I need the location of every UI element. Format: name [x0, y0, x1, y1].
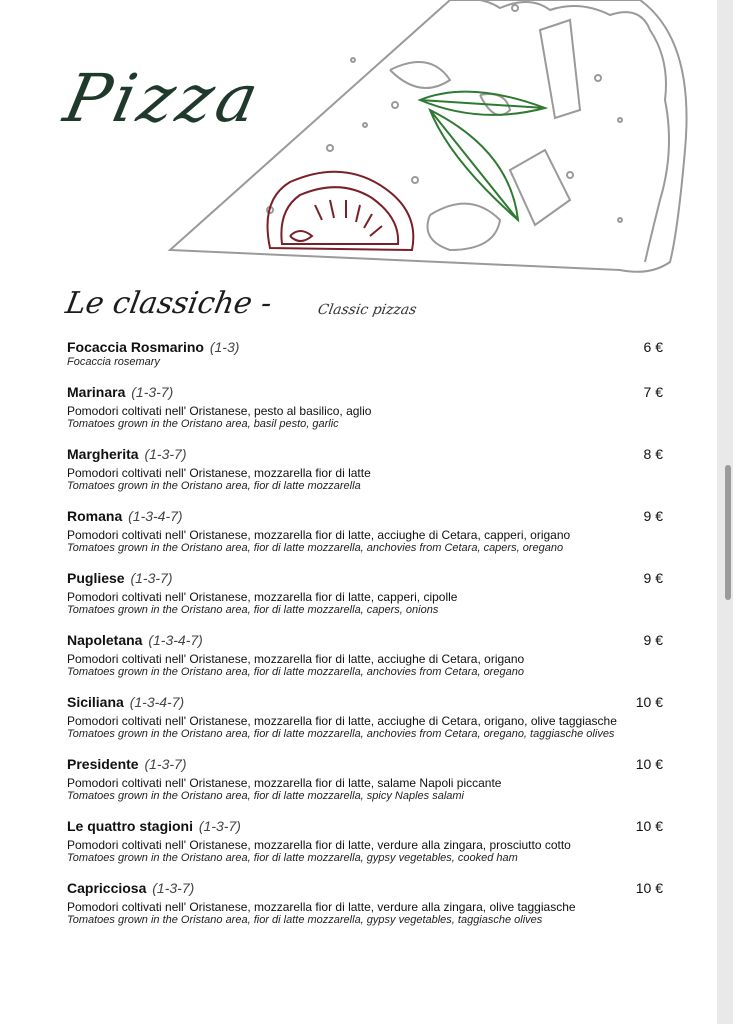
item-price: 10 €: [635, 756, 663, 772]
item-name: Siciliana: [67, 694, 124, 710]
item-allergens: (1-3-7): [198, 818, 241, 834]
section-subtitle: Classic pizzas: [316, 302, 418, 318]
item-name: Capricciosa: [67, 880, 147, 896]
item-name: Napoletana: [67, 632, 143, 648]
item-price: 9 €: [643, 508, 663, 524]
menu-item: [67, 755, 667, 803]
item-price: 9 €: [643, 632, 663, 648]
item-allergens: (1-3-7): [144, 446, 187, 462]
page-title: Pizza: [57, 60, 269, 137]
item-translation: Tomatoes grown in the Oristano area, fior di latte mozzarella, anchovies from Cetara, oregano, taggiasche olives: [67, 728, 615, 740]
section-title: Le classiche -: [62, 286, 275, 321]
item-name: Presidente: [67, 756, 139, 772]
item-allergens: (1-3): [209, 339, 240, 355]
item-description: Pomodori coltivati nell' Oristanese, mozzarella fior di latte, acciughe di Cetara, capperi, origano: [67, 528, 571, 542]
item-description: Pomodori coltivati nell' Oristanese, pesto al basilico, aglio: [67, 404, 372, 418]
menu-item: [67, 338, 667, 369]
item-translation: Tomatoes grown in the Oristano area, fior di latte mozzarella, anchovies from Cetara, oregano: [67, 666, 524, 678]
item-price: 9 €: [643, 570, 663, 586]
menu-item: [67, 879, 667, 927]
menu-item: [67, 693, 667, 741]
item-allergens: (1-3-4-7): [129, 694, 185, 710]
item-translation: Tomatoes grown in the Oristano area, basil pesto, garlic: [67, 418, 339, 430]
item-allergens: (1-3-7): [144, 756, 187, 772]
item-description: Pomodori coltivati nell' Oristanese, mozzarella fior di latte, capperi, cipolle: [67, 590, 458, 604]
item-allergens: (1-3-7): [130, 570, 173, 586]
item-description: Pomodori coltivati nell' Oristanese, mozzarella fior di latte, acciughe di Cetara, origano: [67, 652, 525, 666]
item-description: Pomodori coltivati nell' Oristanese, mozzarella fior di latte: [67, 466, 371, 480]
item-translation: Tomatoes grown in the Oristano area, fior di latte mozzarella, capers, onions: [67, 604, 439, 616]
item-description: Pomodori coltivati nell' Oristanese, mozzarella fior di latte, acciughe di Cetara, origano, olive taggiasche: [67, 714, 617, 728]
menu-item: [67, 631, 667, 679]
item-name: Margherita: [67, 446, 139, 462]
pizza-menu-list: [67, 338, 667, 941]
item-price: 6 €: [643, 339, 663, 355]
item-price: 10 €: [635, 818, 663, 834]
item-description: Pomodori coltivati nell' Oristanese, mozzarella fior di latte, salame Napoli piccante: [67, 776, 502, 790]
item-name: Focaccia Rosmarino: [67, 339, 204, 355]
item-translation: Focaccia rosemary: [67, 356, 160, 368]
item-allergens: (1-3-4-7): [128, 508, 183, 524]
item-translation: Tomatoes grown in the Oristano area, fior di latte mozzarella, gypsy vegetables, cooked ham: [67, 852, 518, 864]
item-name: Romana: [67, 508, 123, 524]
item-name: Le quattro stagioni: [67, 818, 193, 834]
item-allergens: (1-3-7): [131, 384, 174, 400]
item-name: Pugliese: [67, 570, 125, 586]
menu-item: [67, 569, 667, 617]
menu-item: [67, 507, 667, 555]
item-description: Pomodori coltivati nell' Oristanese, mozzarella fior di latte, verdure alla zingara, prosciutto cotto: [67, 838, 571, 852]
item-translation: Tomatoes grown in the Oristano area, fior di latte mozzarella, spicy Naples salami: [67, 790, 464, 802]
item-price: 10 €: [635, 694, 663, 710]
scrollbar-thumb[interactable]: [725, 465, 731, 600]
item-description: Pomodori coltivati nell' Oristanese, mozzarella fior di latte, verdure alla zingara, olive taggiasche: [67, 900, 576, 914]
item-name: Marinara: [67, 384, 126, 400]
menu-item: [67, 383, 667, 431]
menu-item: [67, 445, 667, 493]
pizza-slice-illustration: [150, 0, 700, 280]
item-translation: Tomatoes grown in the Oristano area, fior di latte mozzarella: [67, 480, 361, 492]
item-translation: Tomatoes grown in the Oristano area, fior di latte mozzarella, gypsy vegetables, taggiasche olives: [67, 914, 543, 926]
menu-item: [67, 817, 667, 865]
item-allergens: (1-3-7): [152, 880, 195, 896]
item-price: 10 €: [635, 880, 663, 896]
item-allergens: (1-3-4-7): [148, 632, 203, 648]
item-price: 8 €: [643, 446, 663, 462]
item-translation: Tomatoes grown in the Oristano area, fior di latte mozzarella, anchovies from Cetara, capers, oregano: [67, 542, 564, 554]
item-price: 7 €: [643, 384, 663, 400]
